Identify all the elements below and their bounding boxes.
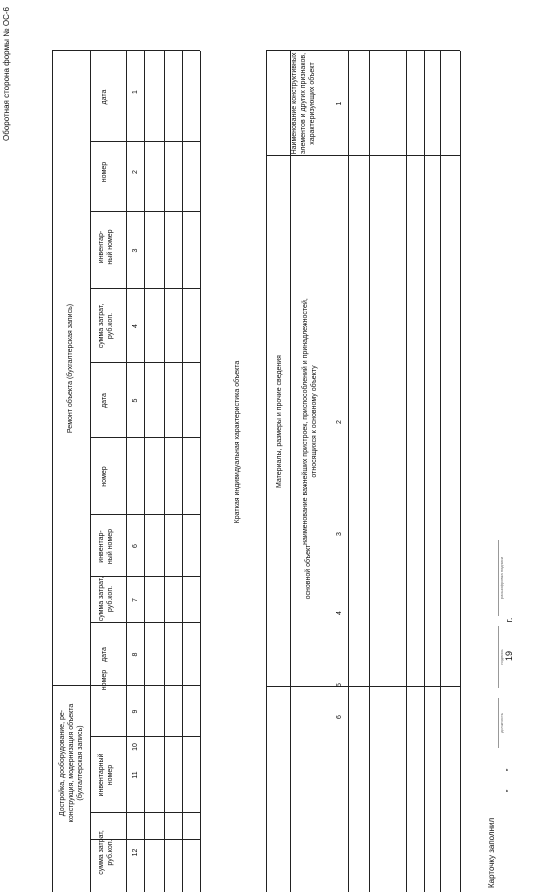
year-prefix: 19 [504, 651, 514, 662]
group-header-reconstruction: Достройка, дооборудование, ре- конструкция, модернизация объекта (бухгалтерская запись) [59, 703, 84, 823]
col-header-number: номер [101, 669, 108, 691]
col-header-inventory-number: инвентар- ный номер [98, 528, 114, 565]
col-header-date: дата [101, 393, 108, 408]
date-quote-open: " [505, 789, 514, 793]
col-number: 10 [132, 743, 139, 751]
col-number: 4 [132, 324, 139, 328]
col-number: 9 [132, 709, 139, 714]
col-number: 6 [336, 715, 343, 719]
col-header-inventory-number: инвентар- ный номер [98, 229, 114, 265]
col-number: 4 [336, 611, 343, 615]
col-number: 1 [132, 90, 139, 94]
col-number: 11 [132, 771, 139, 779]
col-header-cost: сумма затрат, руб.коп. [98, 576, 114, 622]
group-header-repair: Ремонт объекта (бухгалтерская запись) [67, 303, 74, 434]
signature-caption: подпись [499, 649, 504, 665]
position-caption: должность [499, 713, 504, 733]
col-header-cost: сумма затрат, руб.коп. [98, 303, 114, 349]
col-header-date: дата [101, 647, 108, 662]
col-number: 8 [132, 652, 139, 657]
col-number: 3 [336, 532, 343, 536]
col-header-attachments: наименование важнейших пристроек, приспособлений и принадлежностей, относящихся к основному объекту [302, 298, 318, 545]
col-number: 2 [132, 170, 139, 174]
filled-by-label: Карточку заполнил [487, 817, 496, 888]
col-header-inventory-number: инвентарный номер [98, 753, 114, 797]
col-header-date: дата [101, 89, 108, 105]
col-header-main-object: основной объект [305, 544, 312, 600]
group-header-materials: Материалы, размеры и прочие сведения [276, 355, 283, 488]
col-header-number: номер [101, 466, 108, 487]
col-number: 5 [132, 398, 139, 403]
col-number: 12 [132, 848, 139, 857]
decoding-caption: расшифровка подписи [499, 556, 504, 600]
col-header-elements: Наименование конструктивных элементов и других признаков, характеризующих объект [291, 52, 316, 155]
col-number: 3 [132, 248, 139, 253]
col-number: 2 [336, 420, 343, 424]
year-suffix: г. [504, 617, 514, 623]
col-header-cost: сумма затрат, руб.коп. [98, 830, 114, 875]
date-quote-close: " [505, 768, 514, 772]
form-side-label: Оборотная сторона формы № ОС-6 [2, 7, 11, 141]
col-header-number: номер [101, 161, 108, 183]
section-title: Краткая индивидуальная характеристика объекта [234, 360, 241, 524]
col-number: 7 [132, 598, 139, 602]
col-number: 6 [132, 544, 139, 548]
col-number: 1 [336, 101, 343, 106]
col-number: 5 [336, 683, 343, 687]
